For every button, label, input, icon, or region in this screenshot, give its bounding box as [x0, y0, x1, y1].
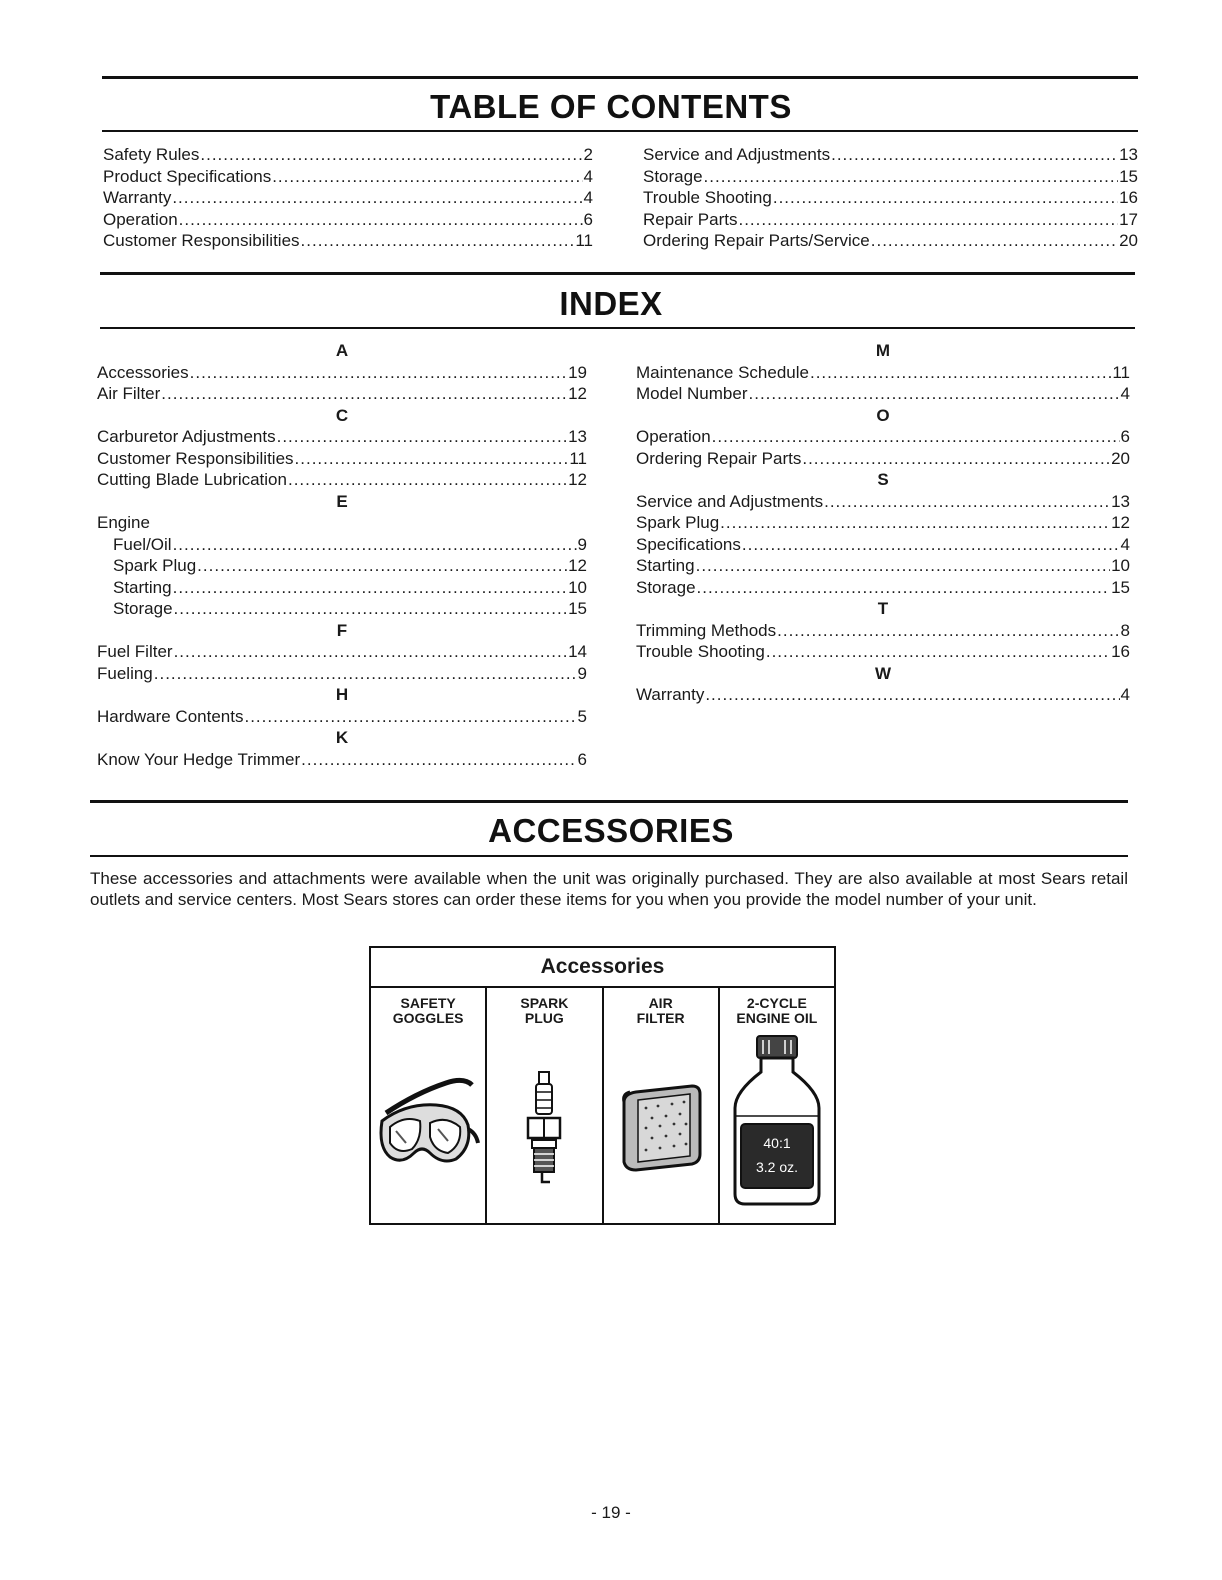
entry-page-number: 14: [568, 642, 587, 661]
entry-page-number: 6: [583, 209, 593, 229]
entry-label: Spark Plug: [113, 556, 197, 575]
entry-page-number: 11: [569, 448, 587, 468]
entry-label: Cutting Blade Lubrication: [97, 470, 287, 489]
dot-leader: [831, 144, 1118, 166]
contents-entry: [636, 534, 1130, 556]
entry-label: Warranty: [103, 188, 172, 207]
entry-label: Maintenance Schedule: [636, 362, 809, 382]
dot-leader: [738, 209, 1118, 231]
accessory-air-filter: [604, 988, 720, 1225]
contents-entry: [636, 620, 1130, 642]
entry-label: Starting: [636, 556, 695, 575]
entry-page-number: 12: [568, 470, 587, 489]
toc-left-column: [103, 144, 593, 252]
index-letter-heading: C: [335, 405, 349, 425]
contents-entry: [636, 383, 1130, 405]
toc-heading: TABLE OF CONTENTS: [430, 88, 792, 125]
entry-label: Carburetor Adjustments: [97, 427, 276, 446]
contents-entry: [636, 641, 1130, 663]
dot-leader: [802, 448, 1110, 470]
dot-leader: [197, 555, 567, 577]
dot-leader: [720, 512, 1110, 534]
contents-entry: [643, 187, 1138, 209]
dot-leader: [161, 383, 567, 405]
accessory-label: SAFETY GOGGLES: [392, 995, 464, 1026]
entry-label: Model Number: [636, 384, 748, 403]
contents-entry: [643, 209, 1138, 231]
entry-label: Specifications: [636, 534, 741, 554]
index-letter-heading: A: [335, 341, 349, 360]
index-left-column: [97, 340, 587, 770]
entry-label: Starting: [113, 577, 172, 597]
oil-volume-label: 3.2 oz.: [755, 1159, 798, 1175]
entry-label: Warranty: [636, 685, 705, 704]
contents-entry: [636, 555, 1130, 577]
entry-page-number: 4: [1120, 534, 1130, 554]
contents-entry: [97, 512, 587, 534]
dot-leader: [173, 577, 567, 599]
contents-entry: [636, 684, 1130, 706]
contents-entry: [97, 641, 587, 663]
entry-label: Customer Responsibilities: [103, 231, 300, 250]
contents-entry: [97, 555, 587, 577]
entry-label: Operation: [103, 209, 178, 229]
entry-label: Fuel Filter: [97, 642, 173, 661]
entry-label: Repair Parts: [643, 209, 738, 229]
contents-entry: [97, 469, 587, 491]
contents-entry: [643, 144, 1138, 166]
entry-page-number: 4: [583, 188, 593, 207]
index-heading: INDEX: [559, 285, 663, 322]
dot-leader: [301, 230, 575, 252]
dot-leader: [172, 187, 582, 209]
accessories-row: [371, 988, 834, 1225]
index-letter-heading: T: [877, 599, 889, 618]
dot-leader: [871, 230, 1118, 252]
entry-label: Spark Plug: [636, 513, 720, 532]
dot-leader: [301, 749, 576, 771]
entry-label: Storage: [643, 166, 703, 186]
entry-page-number: 11: [1112, 362, 1130, 382]
contents-entry: [636, 491, 1130, 513]
entry-label: Trouble Shooting: [643, 188, 772, 207]
index-letter-heading: W: [874, 663, 892, 683]
contents-entry: [636, 577, 1130, 599]
contents-entry: [97, 663, 587, 685]
accessories-top-rule: [90, 800, 1128, 803]
index-letter-heading: K: [335, 728, 349, 747]
index-letter-heading: M: [875, 341, 891, 360]
contents-entry: [97, 749, 587, 771]
dot-leader: [174, 641, 568, 663]
entry-page-number: 9: [577, 663, 587, 683]
toc-right-column: [643, 144, 1138, 252]
entry-page-number: 20: [1119, 231, 1138, 250]
accessories-intro: These accessories and attachments were available when the unit was originally purchased. They are also available at most Sears retail outlets and service centers. Most Sears stores can order these items for you when you provide the model number of your unit.: [90, 869, 1128, 909]
dot-leader: [295, 448, 569, 470]
dot-leader: [773, 187, 1118, 209]
dot-leader: [179, 209, 583, 231]
entry-label: Fueling: [97, 663, 153, 683]
dot-leader: [704, 166, 1119, 188]
entry-page-number: 4: [1120, 685, 1130, 704]
accessories-table-title: Accessories: [371, 948, 834, 988]
entry-page-number: 13: [1111, 491, 1130, 511]
entry-page-number: 15: [1119, 166, 1138, 186]
dot-leader: [705, 684, 1119, 706]
safety-goggles-icon: [376, 1073, 480, 1183]
dot-leader: [766, 641, 1110, 663]
contents-entry: [636, 362, 1130, 384]
index-letter-heading: H: [335, 685, 349, 704]
dot-leader: [154, 663, 577, 685]
contents-entry: [97, 383, 587, 405]
dot-leader: [174, 598, 568, 620]
contents-entry: [97, 577, 587, 599]
dot-leader: [749, 383, 1120, 405]
dot-leader: [810, 362, 1111, 384]
entry-page-number: 11: [575, 231, 593, 250]
contents-entry: [636, 448, 1130, 470]
entry-page-number: 10: [1111, 556, 1130, 575]
contents-entry: [97, 426, 587, 448]
entry-page-number: 17: [1119, 209, 1138, 229]
index-letter-heading: O: [876, 405, 890, 425]
contents-entry: [103, 187, 593, 209]
contents-entry: [103, 166, 593, 188]
entry-page-number: 16: [1111, 642, 1130, 661]
entry-label: Ordering Repair Parts: [636, 448, 802, 468]
entry-page-number: 5: [577, 706, 587, 726]
entry-page-number: 12: [1111, 513, 1130, 532]
page-number: - 19 -: [591, 1503, 631, 1522]
contents-entry: [97, 362, 587, 384]
contents-entry: [97, 448, 587, 470]
entry-page-number: 16: [1119, 188, 1138, 207]
dot-leader: [173, 534, 577, 556]
contents-entry: [97, 706, 587, 728]
index-letter-heading: E: [336, 491, 348, 511]
dot-leader: [712, 426, 1120, 448]
entry-label: Trimming Methods: [636, 620, 777, 640]
entry-label: Operation: [636, 427, 711, 446]
entry-page-number: 13: [1119, 145, 1138, 164]
entry-page-number: 4: [583, 166, 593, 186]
index-letter-heading: S: [877, 470, 889, 489]
accessories-heading: ACCESSORIES: [488, 812, 734, 849]
contents-entry: [97, 534, 587, 556]
accessories-table: [369, 946, 836, 1225]
accessory-label: AIR FILTER: [636, 995, 685, 1026]
accessory-engine-oil: [720, 988, 834, 1225]
entry-label: Service and Adjustments: [643, 145, 831, 164]
entry-page-number: 8: [1120, 620, 1130, 640]
entry-label: Accessories: [97, 362, 189, 382]
entry-label: Safety Rules: [103, 145, 200, 164]
dot-leader: [200, 144, 582, 166]
entry-label: Engine: [97, 513, 150, 532]
index-top-rule: [100, 272, 1135, 275]
contents-entry: [103, 144, 593, 166]
entry-page-number: 13: [568, 427, 587, 446]
contents-entry: [643, 230, 1138, 252]
entry-page-number: 15: [568, 599, 587, 618]
entry-label: Know Your Hedge Trimmer: [97, 749, 301, 769]
index-right-column: [636, 340, 1130, 706]
dot-leader: [742, 534, 1120, 556]
accessory-label: SPARK PLUG: [520, 995, 569, 1026]
dot-leader: [190, 362, 567, 384]
entry-label: Air Filter: [97, 384, 161, 403]
entry-page-number: 12: [568, 556, 587, 575]
entry-label: Hardware Contents: [97, 706, 244, 726]
toc-bottom-rule: [102, 130, 1138, 132]
index-bottom-rule: [100, 327, 1135, 329]
dot-leader: [277, 426, 567, 448]
entry-page-number: 12: [568, 384, 587, 403]
entry-label: Fuel/Oil: [113, 534, 172, 554]
entry-page-number: 6: [1120, 427, 1130, 446]
dot-leader: [288, 469, 567, 491]
engine-oil-bottle-icon: [727, 1032, 827, 1212]
entry-page-number: 19: [568, 362, 587, 382]
spark-plug-icon: [514, 1068, 574, 1188]
dot-leader: [697, 577, 1111, 599]
entry-label: Storage: [636, 577, 696, 597]
dot-leader: [696, 555, 1110, 577]
dot-leader: [272, 166, 582, 188]
entry-page-number: 10: [568, 577, 587, 597]
contents-entry: [643, 166, 1138, 188]
entry-label: Ordering Repair Parts/Service: [643, 231, 870, 250]
entry-page-number: 20: [1111, 448, 1130, 468]
contents-entry: [103, 209, 593, 231]
toc-top-rule: [102, 76, 1138, 79]
dot-leader: [824, 491, 1110, 513]
contents-entry: [103, 230, 593, 252]
accessory-safety-goggles: [371, 988, 487, 1225]
entry-page-number: 6: [577, 749, 587, 769]
contents-entry: [97, 598, 587, 620]
entry-label: Customer Responsibilities: [97, 448, 294, 468]
contents-entry: [636, 512, 1130, 534]
entry-label: Trouble Shooting: [636, 642, 765, 661]
entry-label: Service and Adjustments: [636, 491, 824, 511]
entry-label: Product Specifications: [103, 166, 272, 186]
accessory-label: 2-CYCLE ENGINE OIL: [736, 995, 818, 1026]
entry-page-number: 9: [577, 534, 587, 554]
accessories-bottom-rule: [90, 855, 1128, 857]
dot-leader: [777, 620, 1119, 642]
index-letter-heading: F: [336, 620, 348, 640]
accessory-spark-plug: [487, 988, 603, 1225]
entry-label: Storage: [113, 599, 173, 618]
entry-page-number: 2: [583, 145, 593, 164]
oil-ratio-label: 40:1: [763, 1135, 791, 1151]
entry-page-number: 4: [1120, 384, 1130, 403]
contents-entry: [636, 426, 1130, 448]
dot-leader: [244, 706, 576, 728]
entry-page-number: 15: [1111, 577, 1130, 597]
air-filter-icon: [616, 1078, 706, 1178]
